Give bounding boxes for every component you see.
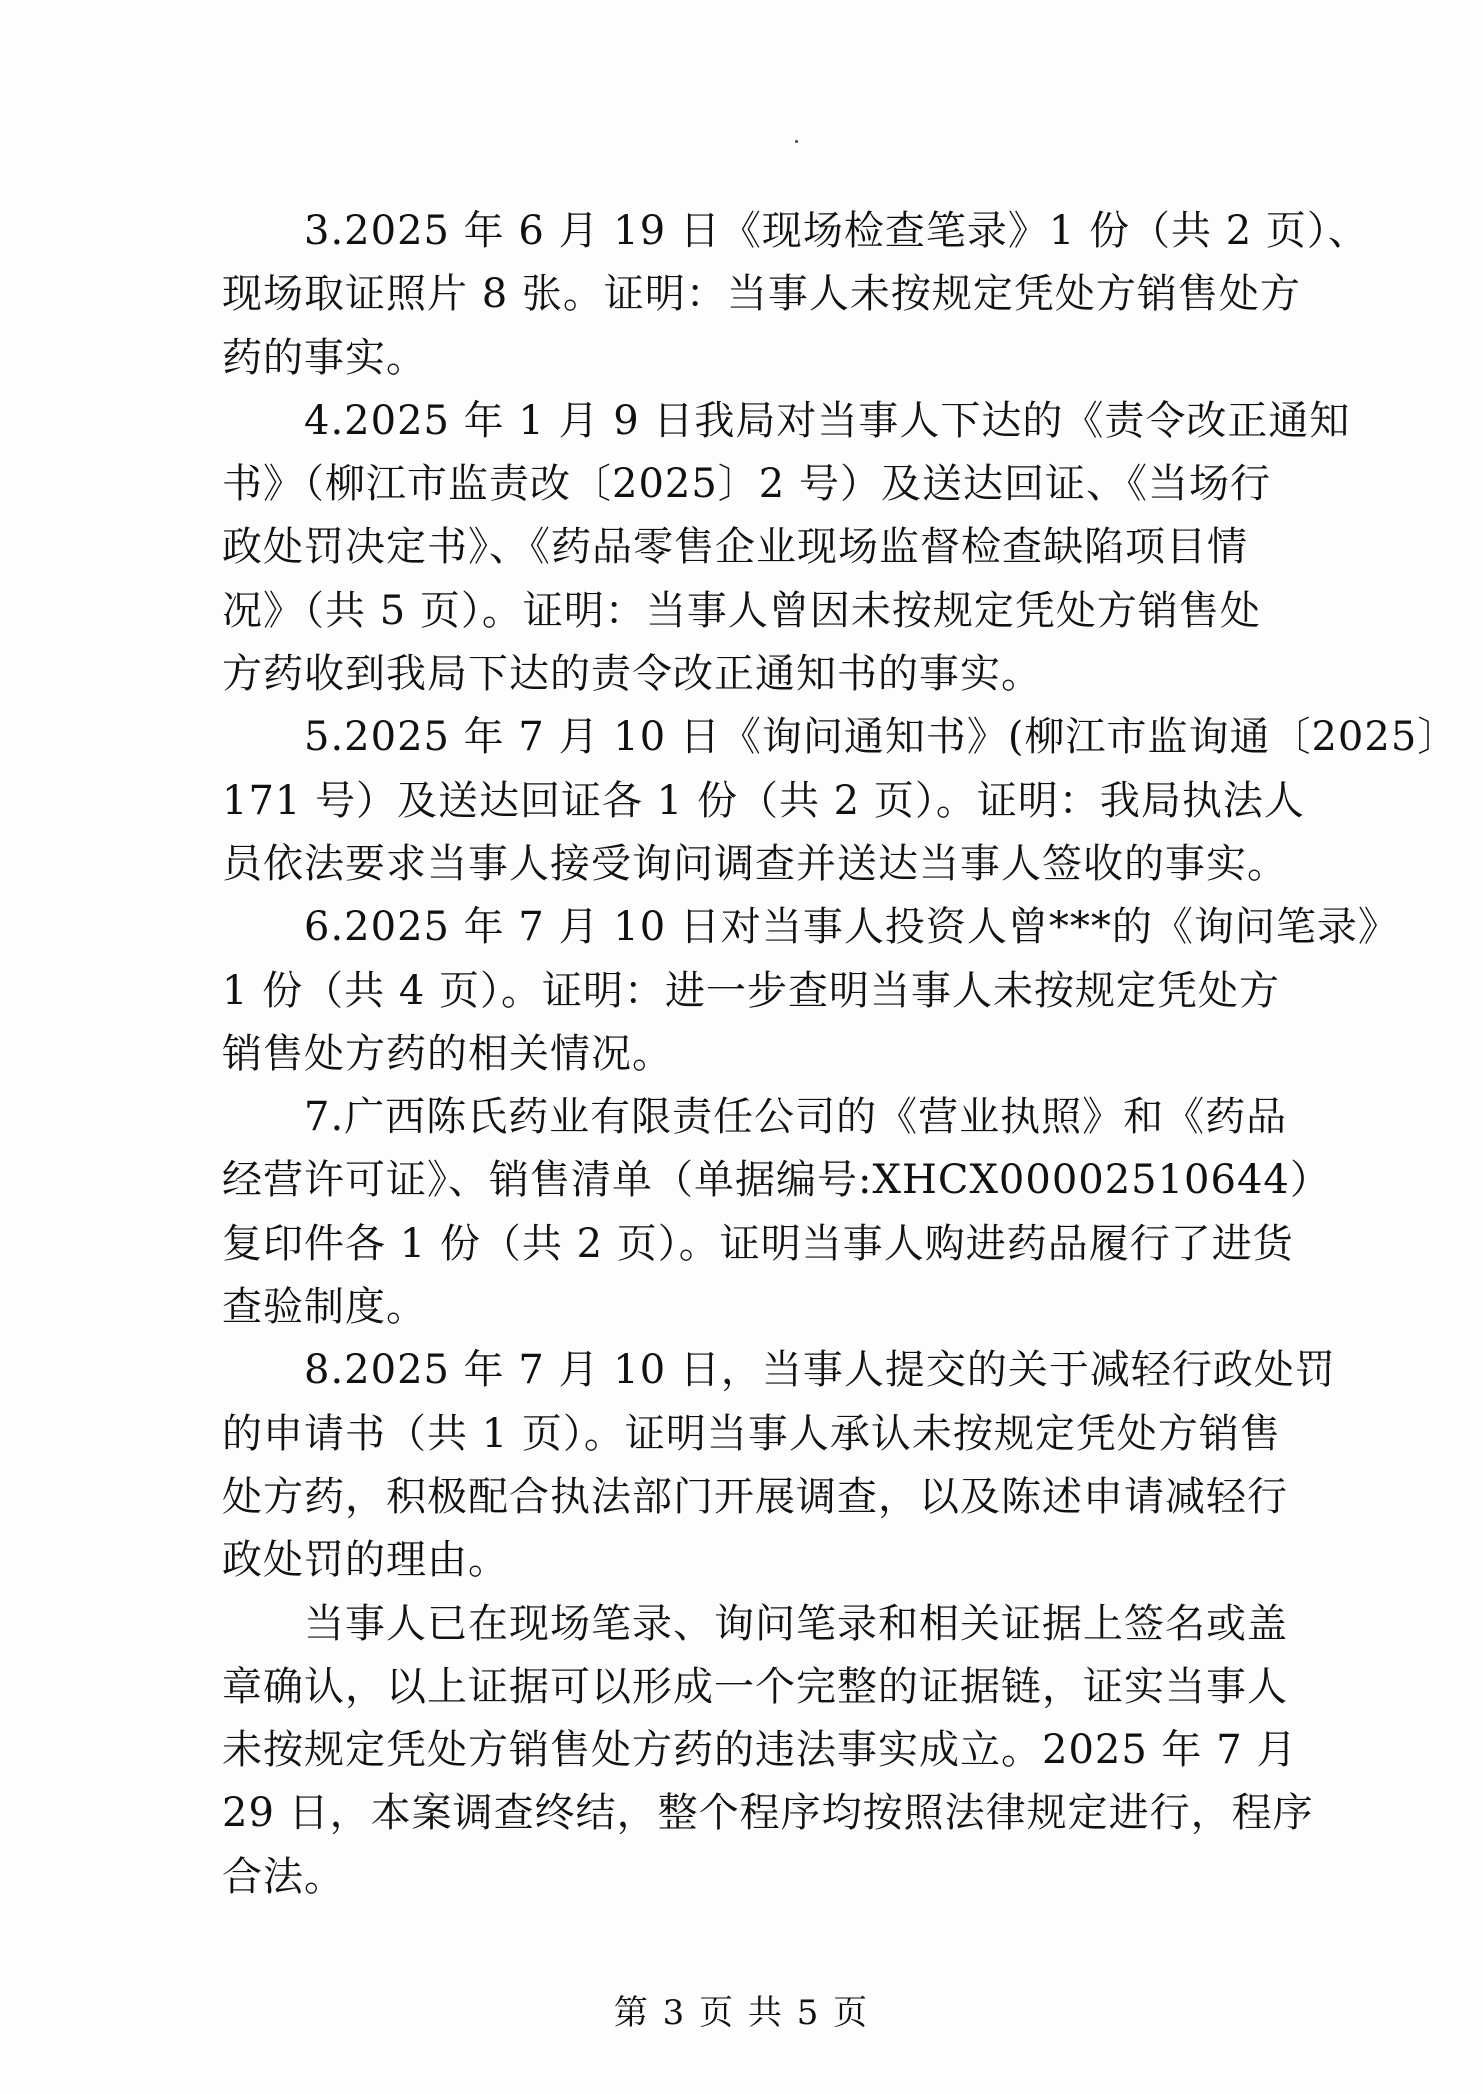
evidence-item-8	[222, 1339, 1336, 1592]
text-line: 8.2025 年 7 月 10 日，当事人提交的关于减轻行政处罚	[304, 1347, 1336, 1394]
text-line: 销售处方药的相关情况。	[222, 1030, 673, 1077]
text-line: 的申请书（共 1 页）。证明当事人承认未按规定凭处方销售	[222, 1410, 1281, 1457]
text-line: 处方药，积极配合执法部门开展调查，以及陈述申请减轻行	[222, 1473, 1288, 1520]
text-line: 员依法要求当事人接受询问调查并送达当事人签收的事实。	[222, 840, 1288, 887]
text-line: 1 份（共 4 页）。证明：进一步查明当事人未按规定凭处方	[222, 967, 1281, 1014]
text-line: 政处罚的理由。	[222, 1537, 509, 1584]
text-line: 合法。	[222, 1853, 345, 1900]
text-line: 书》（柳江市监责改〔2025〕2 号）及送达回证、《当场行	[222, 461, 1271, 508]
text-line: 复印件各 1 份（共 2 页）。证明当事人购进药品履行了进货	[222, 1220, 1294, 1267]
text-line: 现场取证照片 8 张。证明：当事人未按规定凭处方销售处方	[222, 271, 1301, 318]
text-line: 况》（共 5 页）。证明：当事人曾因未按规定凭处方销售处	[222, 587, 1261, 634]
text-line: 7.广西陈氏药业有限责任公司的《营业执照》和《药品	[304, 1094, 1288, 1141]
text-line: 政处罚决定书》、《药品零售企业现场监督检查缺陷项目情	[222, 524, 1248, 571]
text-line: 查验制度。	[222, 1284, 427, 1331]
evidence-item-5	[222, 706, 1459, 896]
text-line: 29 日，本案调查终结，整个程序均按照法律规定进行，程序	[222, 1790, 1314, 1837]
evidence-item-6	[222, 896, 1399, 1086]
text-line: 当事人已在现场笔录、询问笔录和相关证据上签名或盖	[304, 1600, 1288, 1647]
evidence-item-7	[222, 1086, 1331, 1339]
text-line: 4.2025 年 1 月 9 日我局对当事人下达的《责令改正通知	[304, 397, 1351, 444]
text-line: 未按规定凭处方销售处方药的违法事实成立。2025 年 7 月	[222, 1727, 1298, 1774]
conclusion-paragraph	[222, 1593, 1314, 1909]
text-line: 3.2025 年 6 月 19 日《现场检查笔录》1 份（共 2 页）、	[304, 208, 1369, 254]
text-line: 经营许可证》、销售清单（单据编号:XHCX00002510644）	[222, 1157, 1331, 1204]
text-line: 171 号）及送达回证各 1 份（共 2 页）。证明：我局执法人	[222, 777, 1305, 824]
text-line: 6.2025 年 7 月 10 日对当事人投资人曾***的《询问笔录》	[304, 904, 1399, 951]
text-line: 章确认，以上证据可以形成一个完整的证据链，证实当事人	[222, 1663, 1288, 1710]
text-line: 5.2025 年 7 月 10 日《询问通知书》(柳江市监询通〔2025〕	[304, 714, 1459, 761]
evidence-item-4	[222, 390, 1351, 706]
scan-speck	[795, 140, 798, 143]
page-number-footer: 第 3 页 共 5 页	[613, 1993, 870, 2033]
text-line: 方药收到我局下达的责令改正通知书的事实。	[222, 651, 1042, 698]
document-body	[222, 200, 1459, 1909]
text-line: 药的事实。	[222, 334, 427, 381]
evidence-item-3	[222, 200, 1369, 390]
